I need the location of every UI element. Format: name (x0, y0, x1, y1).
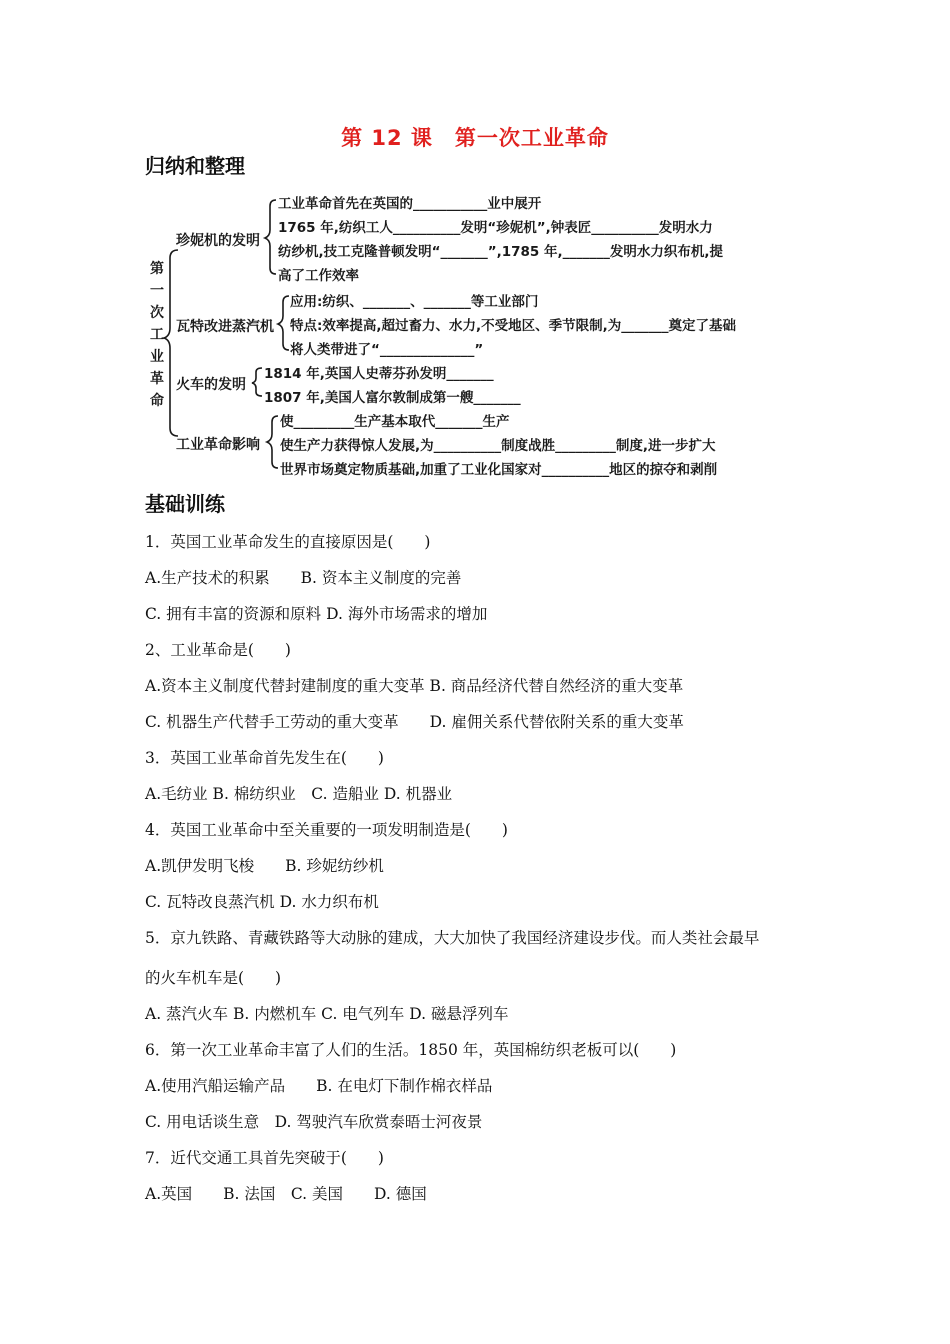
answer-options: C. 用电话谈生意 D. 驾驶汽车欣赏泰晤士河夜景 (145, 1113, 483, 1131)
question-text: 5．京九铁路、青藏铁路等大动脉的建成，大大加快了我国经济建设步伐。而人类社会最早 (145, 929, 760, 947)
answer-options: C. 拥有丰富的资源和原料 D. 海外市场需求的增加 (145, 605, 488, 623)
root-char: 工 (150, 327, 164, 343)
section-heading-summary: 归纳和整理 (145, 154, 245, 178)
root-char: 第 (150, 261, 164, 277)
answer-options: A.生产技术的积累 B. 资本主义制度的完善 (145, 569, 462, 587)
outline-line: 使_________生产基本取代_______生产 (280, 414, 510, 430)
branch-label-impact: 工业革命影响 (176, 437, 260, 453)
question-text: 2、工业革命是( ) (145, 641, 291, 659)
question-text: 3．英国工业革命首先发生在( ) (145, 749, 384, 767)
answer-options: A.使用汽船运输产品 B. 在电灯下制作棉衣样品 (145, 1077, 493, 1095)
outline-line: 1807 年,美国人富尔敦制成第一艘_______ (264, 390, 521, 406)
answer-options: A.凯伊发明飞梭 B. 珍妮纺纱机 (145, 857, 384, 875)
outline-line: 纺纱机,技工克隆普顿发明“_______”,1785 年,_______发明水力织布机,提 (278, 244, 724, 260)
answer-options: C. 瓦特改良蒸汽机 D. 水力织布机 (145, 893, 379, 911)
section-heading-practice: 基础训练 (145, 492, 225, 516)
question-text: 4．英国工业革命中至关重要的一项发明制造是( ) (145, 821, 508, 839)
root-char: 一 (150, 283, 164, 299)
outline-line: 世界市场奠定物质基础,加重了工业化国家对__________地区的掠夺和剥削 (280, 462, 718, 478)
root-char: 革 (150, 371, 164, 387)
outline-line: 工业革命首先在英国的___________业中展开 (278, 196, 542, 212)
branch-label-jenny: 珍妮机的发明 (176, 233, 260, 249)
knowledge-outline (140, 188, 810, 480)
outline-line: 使生产力获得惊人发展,为__________制度战胜_________制度,进一步扩大 (280, 438, 716, 454)
branch-label-train: 火车的发明 (176, 377, 246, 393)
answer-options: A. 蒸汽火车 B. 内燃机车 C. 电气列车 D. 磁悬浮列车 (145, 1005, 509, 1023)
outline-line: 1814 年,英国人史蒂芬孙发明_______ (264, 366, 494, 382)
question-text: 6．第一次工业革命丰富了人们的生活。1850 年，英国棉纺织老板可以( ) (145, 1041, 677, 1059)
answer-options: A.毛纺业 B. 棉纺织业 C. 造船业 D. 机器业 (145, 785, 453, 803)
root-char: 命 (150, 393, 164, 409)
root-char: 业 (150, 349, 164, 365)
question-text: 7．近代交通工具首先突破于( ) (145, 1149, 384, 1167)
outline-line: 应用:纺织、_______、_______等工业部门 (290, 294, 539, 310)
question-text: 1．英国工业革命发生的直接原因是( ) (145, 533, 431, 551)
outline-line: 特点:效率提高,超过畜力、水力,不受地区、季节限制,为_______奠定了基础 (290, 318, 737, 334)
answer-options: C. 机器生产代替手工劳动的重大变革 D. 雇佣关系代替依附关系的重大变革 (145, 713, 684, 731)
lesson-title: 第 12 课 第一次工业革命 (341, 126, 609, 150)
outline-line: 高了工作效率 (278, 268, 359, 284)
answer-options: A.资本主义制度代替封建制度的重大变革 B. 商品经济代替自然经济的重大变革 (145, 677, 684, 695)
answer-options: A.英国 B. 法国 C. 美国 D. 德国 (145, 1185, 427, 1203)
question-text: 的火车机车是( ) (145, 969, 282, 987)
outline-line: 将人类带进了“______________” (290, 342, 484, 358)
branch-label-steam: 瓦特改进蒸汽机 (176, 319, 274, 335)
root-char: 次 (150, 305, 164, 321)
outline-line: 1765 年,纺织工人__________发明“珍妮机”,钟表匠__________发明水力 (278, 220, 713, 236)
outline-root (148, 258, 166, 412)
